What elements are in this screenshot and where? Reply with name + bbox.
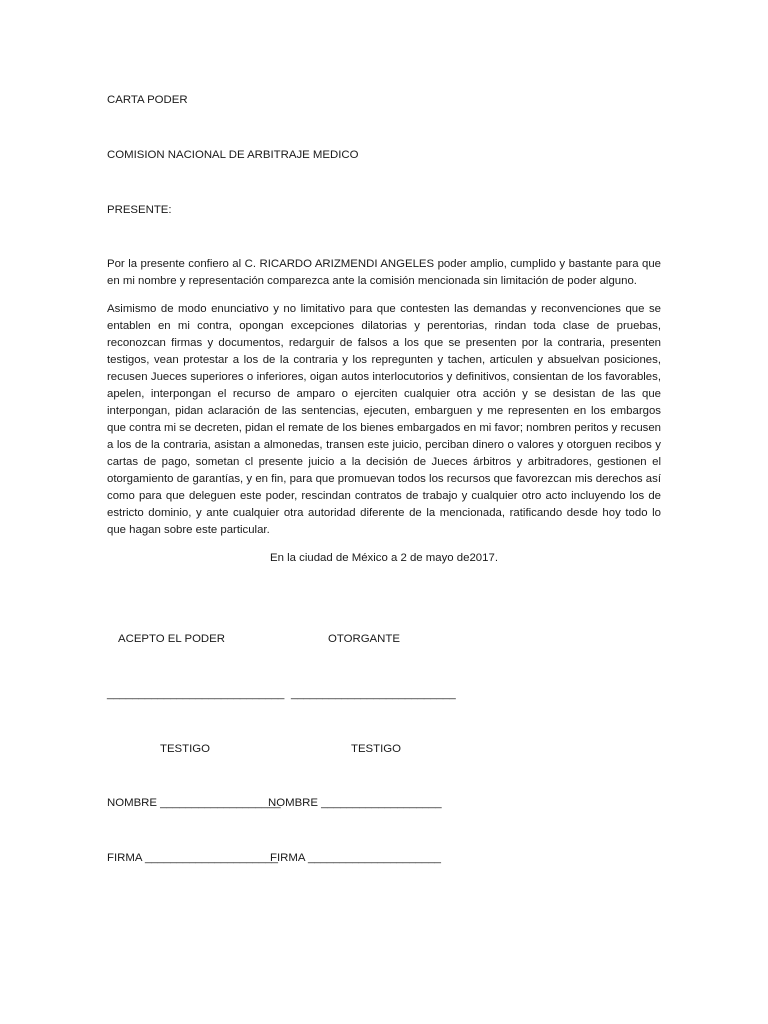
testigo-label-1: TESTIGO [160, 743, 210, 755]
document-title: CARTA PODER [107, 94, 188, 106]
nombre-field-1: NOMBRE ___________________ [107, 797, 281, 809]
paragraph-grant: Por la presente confiero al C. RICARDO ARIZMENDI ANGELES poder amplio, cumplido y bastante para que en mi nombre y representación comparezca ante la comisión mencionada sin limitación de poder alguno. [107, 258, 661, 287]
salutation: PRESENTE: [107, 204, 172, 216]
testigo-label-2: TESTIGO [351, 743, 401, 755]
otorgante-label: OTORGANTE [328, 633, 400, 645]
nombre-field-2: NOMBRE ___________________ [268, 797, 442, 809]
addressee: COMISION NACIONAL DE ARBITRAJE MEDICO [107, 149, 359, 161]
firma-field-2: FIRMA _____________________ [270, 852, 442, 864]
paragraph-powers: Asimismo de modo enunciativo y no limitativo para que contesten las demandas y reconvenciones que se entablen en mi contra, opongan excepciones dilatorias y perentorias, rindan toda clase de pruebas, reconozcan firmas y documentos, redarguir de falsos a los que se presenten por la contraria, presenten testigos, vean protestar a los de la contraria y los repregunten y tachen, articulen y absuelvan posiciones, recusen Jueces superiores o inferiores, oigan autos interlocutorios y definitivos, consientan de los favorables, apelen, interpongan el recurso de amparo o ejerciten cualquier otra acción y se desistan de las que interpongan, pidan aclaración de las sentencias, ejecuten, embarguen y me representen en los embargos que contra mi se decreten, pidan el remate de los bienes embargados en mi favor; nombren peritos y recusen a los de la contraria, asistan a almonedas, transen este juicio, perciban dinero o valores y otorguen recibos y cartas de pago, sometan cl presente juicio a la decisión de Jueces árbitros y arbitradores, gestionen el otorgamiento de garantías, y en fin, para que promuevan todos los recursos que favorezcan mis derechos así como para que deleguen este poder, rescindan contratos de trabajo y cualquier otro acto incluyendo los de estricto dominio, y ante cualquier otra autoridad diferente de la mencionada, ratificando desde hoy todo lo que hagan sobre este particular. [107, 303, 662, 536]
otorgante-signature-line: __________________________ [291, 688, 456, 700]
place-date: En la ciudad de México a 2 de mayo de2017. [270, 552, 498, 564]
firma-field-1: FIRMA _____________________ [107, 852, 279, 864]
acepto-signature-line: ____________________________ [107, 688, 285, 700]
acepto-label: ACEPTO EL PODER [118, 633, 225, 645]
